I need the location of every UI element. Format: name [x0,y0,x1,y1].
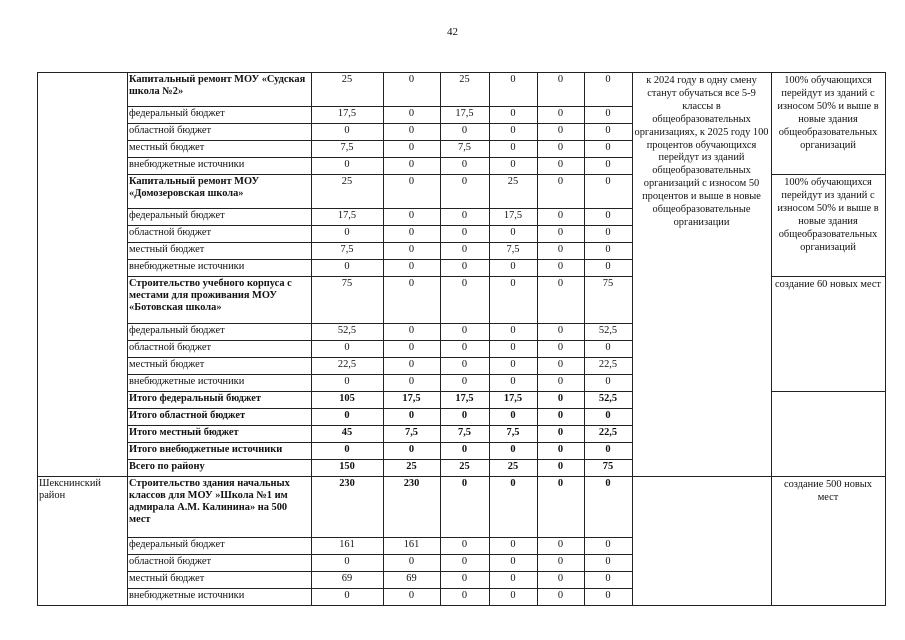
value-cell: 0 [461,539,468,550]
value-cell: 0 [510,376,516,387]
row-label: Всего по району [129,461,205,472]
row-label: местный бюджет [129,142,205,153]
result-note: 100% обучающихся перейдут из зданий с износом 50% и выше в новые здания общеобразовательных организаций [777,177,879,253]
value-cell: 0 [605,210,611,221]
result-note: создание 500 новых мест [784,479,872,503]
value-cell: 7,5 [506,427,520,438]
value-cell: 25 [341,176,353,187]
row-label: внебюджетные источники [129,590,245,601]
grid-hline [127,571,632,572]
value-cell: 52,5 [598,325,618,336]
row-label: Капитальный ремонт МОУ «Домозеровская школа» [129,176,260,199]
row-label: местный бюджет [129,359,205,370]
value-cell: 0 [408,556,415,567]
row-label: федеральный бюджет [129,108,225,119]
value-cell: 0 [408,227,415,238]
value-cell: 0 [557,159,564,170]
value-cell: 0 [557,244,564,255]
grid-hline [127,157,632,158]
grid-hline [127,554,632,555]
value-cell: 0 [605,74,611,85]
value-cell: 0 [408,210,415,221]
grid-hline [127,208,632,209]
row-label: Строительство здания начальных классов для МОУ »Школа №1 им адмирала А.М. Калинина» на 500 мест [129,478,290,525]
result-note: создание 60 новых мест [775,279,881,290]
value-cell: 0 [605,478,611,489]
row-label: местный бюджет [129,573,205,584]
row-label: Итого местный бюджет [129,427,239,438]
value-cell: 17,5 [503,210,523,221]
value-cell: 230 [403,478,420,489]
value-cell: 0 [461,478,468,489]
value-cell: 0 [461,359,468,370]
value-cell: 0 [408,376,415,387]
value-cell: 0 [510,410,516,421]
grid-vline [37,72,38,605]
value-cell: 0 [510,278,516,289]
grid-hline [127,225,632,226]
value-cell: 0 [344,556,350,567]
value-cell: 0 [605,410,611,421]
value-cell: 0 [557,461,564,472]
grid-hline [771,276,886,277]
value-cell: 161 [403,539,420,550]
value-cell: 0 [344,410,350,421]
grid-hline [127,106,632,107]
value-cell: 75 [341,278,353,289]
row-label: федеральный бюджет [129,210,225,221]
value-cell: 75 [602,461,614,472]
value-cell: 17,5 [337,108,357,119]
value-cell: 0 [344,590,350,601]
row-label: Итого федеральный бюджет [129,393,262,404]
value-cell: 161 [339,539,355,550]
value-cell: 0 [510,539,516,550]
value-cell: 17,5 [337,210,357,221]
value-cell: 0 [605,590,611,601]
value-cell: 0 [557,573,564,584]
grid-vline [885,72,886,605]
grid-hline [127,425,632,426]
value-cell: 0 [408,125,415,136]
value-cell: 0 [510,342,516,353]
value-cell: 0 [557,74,564,85]
value-cell: 0 [461,278,468,289]
value-cell: 0 [557,176,564,187]
value-cell: 0 [461,376,468,387]
value-cell: 0 [605,142,611,153]
value-cell: 25 [507,176,519,187]
row-label: Итого областной бюджет [129,410,246,421]
value-cell: 25 [459,461,470,472]
value-cell: 0 [408,142,415,153]
value-cell: 0 [557,125,564,136]
row-label: областной бюджет [129,342,212,353]
page-number: 42 [447,26,458,38]
grid-hline [37,605,886,606]
value-cell: 0 [344,159,350,170]
value-cell: 0 [510,227,516,238]
value-cell: 0 [557,376,564,387]
value-cell: 0 [557,359,564,370]
value-cell: 0 [408,108,415,119]
value-cell: 52,5 [598,393,618,404]
value-cell: 0 [510,125,516,136]
value-cell: 0 [510,444,516,455]
grid-hline [127,323,632,324]
value-cell: 0 [557,142,564,153]
value-cell: 69 [341,573,353,584]
value-cell: 0 [344,261,350,272]
value-cell: 0 [557,278,564,289]
value-cell: 0 [408,359,415,370]
value-cell: 0 [461,210,468,221]
grid-hline [127,123,632,124]
value-cell: 0 [461,227,468,238]
value-cell: 0 [557,325,564,336]
grid-hline [127,537,632,538]
grid-hline [127,276,632,277]
value-cell: 0 [557,444,564,455]
value-cell: 0 [605,159,611,170]
value-cell: 0 [605,244,611,255]
grid-hline [127,588,632,589]
value-cell: 75 [602,278,614,289]
grid-hline [632,476,771,477]
grid-hline [127,459,632,460]
value-cell: 0 [344,342,350,353]
row-label: внебюджетные источники [129,159,245,170]
value-cell: 0 [605,556,611,567]
value-cell: 0 [557,590,564,601]
value-cell: 0 [605,376,611,387]
grid-hline [127,242,632,243]
value-cell: 0 [408,444,415,455]
value-cell: 0 [461,556,468,567]
grid-hline [127,140,632,141]
value-cell: 22,5 [337,359,357,370]
value-cell: 0 [510,590,516,601]
grid-hline [127,391,632,392]
grid-hline [771,174,886,175]
grid-hline [127,408,632,409]
row-label: Капитальный ремонт МОУ «Судская школа №2» [129,74,306,97]
value-cell: 0 [461,244,468,255]
grid-hline [37,476,127,477]
grid-hline [771,391,886,392]
row-label: федеральный бюджет [129,539,225,550]
row-label: областной бюджет [129,556,212,567]
value-cell: 7,5 [405,427,418,438]
value-cell: 17,5 [503,393,523,404]
value-cell: 150 [339,461,355,472]
row-label: внебюджетные источники [129,261,245,272]
value-cell: 0 [461,573,468,584]
value-cell: 0 [461,125,468,136]
value-cell: 0 [557,556,564,567]
value-cell: 0 [605,125,611,136]
grid-vline [771,72,772,605]
value-cell: 0 [461,176,468,187]
value-cell: 0 [510,573,516,584]
value-cell: 0 [461,444,468,455]
district-name: Шекснинский район [39,478,101,501]
value-cell: 0 [557,261,564,272]
value-cell: 0 [557,478,564,489]
value-cell: 0 [408,176,415,187]
grid-vline [632,72,633,605]
value-cell: 0 [510,261,516,272]
grid-hline [37,72,886,73]
value-cell: 0 [510,108,516,119]
value-cell: 0 [605,261,611,272]
value-cell: 0 [461,159,468,170]
grid-hline [127,476,632,477]
value-cell: 0 [510,159,516,170]
row-label: внебюджетные источники [129,376,245,387]
grid-hline [127,357,632,358]
value-cell: 0 [408,325,415,336]
value-cell: 0 [557,410,564,421]
value-cell: 17,5 [455,393,474,404]
value-cell: 7,5 [458,142,471,153]
value-cell: 0 [408,159,415,170]
grid-hline [127,442,632,443]
value-cell: 0 [557,393,564,404]
value-cell: 7,5 [340,244,354,255]
value-cell: 0 [605,108,611,119]
value-cell: 0 [408,74,415,85]
value-cell: 0 [605,227,611,238]
value-cell: 0 [510,325,516,336]
grid-hline [127,174,632,175]
value-cell: 0 [605,573,611,584]
value-cell: 0 [461,590,468,601]
row-label: местный бюджет [129,244,205,255]
grid-hline [127,259,632,260]
value-cell: 17,5 [455,108,474,119]
row-label: областной бюджет [129,125,212,136]
value-cell: 22,5 [598,427,618,438]
value-cell: 0 [605,342,611,353]
value-cell: 22,5 [598,359,618,370]
value-cell: 0 [408,590,415,601]
value-cell: 0 [510,142,516,153]
value-cell: 0 [344,125,350,136]
value-cell: 0 [461,342,468,353]
value-cell: 52,5 [337,325,357,336]
value-cell: 0 [510,359,516,370]
value-cell: 0 [557,427,564,438]
value-cell: 0 [344,227,350,238]
value-cell: 0 [408,410,415,421]
value-cell: 0 [557,227,564,238]
value-cell: 0 [461,261,468,272]
value-cell: 7,5 [506,244,520,255]
value-cell: 230 [339,478,355,489]
value-cell: 45 [341,427,353,438]
row-label: областной бюджет [129,227,212,238]
value-cell: 0 [510,74,516,85]
value-cell: 0 [510,556,516,567]
value-cell: 0 [605,539,611,550]
value-cell: 0 [408,261,415,272]
value-cell: 0 [557,108,564,119]
grid-vline [127,72,128,605]
grid-hline [771,476,886,477]
row-label: федеральный бюджет [129,325,225,336]
value-cell: 0 [461,325,468,336]
value-cell: 0 [461,410,468,421]
value-cell: 0 [605,444,611,455]
value-cell: 25 [507,461,519,472]
value-cell: 105 [339,393,355,404]
value-cell: 0 [557,539,564,550]
goal-note: к 2024 году в одну смену станут обучаться все 5-9 классы в общеобразовательных организациях, к 2025 году 100 процентов обучающихся перейдут из зданий общеобразовательных организаций с износом 50 процентов и выше в новые общеобразовательные организации [634,75,769,228]
row-label: Итого внебюджетные источники [129,444,283,455]
value-cell: 0 [344,376,350,387]
value-cell: 25 [459,74,470,85]
value-cell: 0 [605,176,611,187]
value-cell: 7,5 [340,142,354,153]
value-cell: 0 [344,444,350,455]
value-cell: 0 [408,278,415,289]
value-cell: 0 [408,342,415,353]
value-cell: 17,5 [402,393,421,404]
value-cell: 0 [557,210,564,221]
value-cell: 25 [341,74,353,85]
value-cell: 7,5 [458,427,471,438]
value-cell: 25 [406,461,417,472]
grid-hline [127,340,632,341]
grid-hline [127,374,632,375]
value-cell: 69 [406,573,417,584]
result-note: 100% обучающихся перейдут из зданий с износом 50% и выше в новые здания общеобразовательных организаций [777,75,879,151]
value-cell: 0 [510,478,516,489]
value-cell: 0 [408,244,415,255]
row-label: Строительство учебного корпуса с местами для проживания МОУ «Ботовская школа» [129,278,292,313]
value-cell: 0 [557,342,564,353]
